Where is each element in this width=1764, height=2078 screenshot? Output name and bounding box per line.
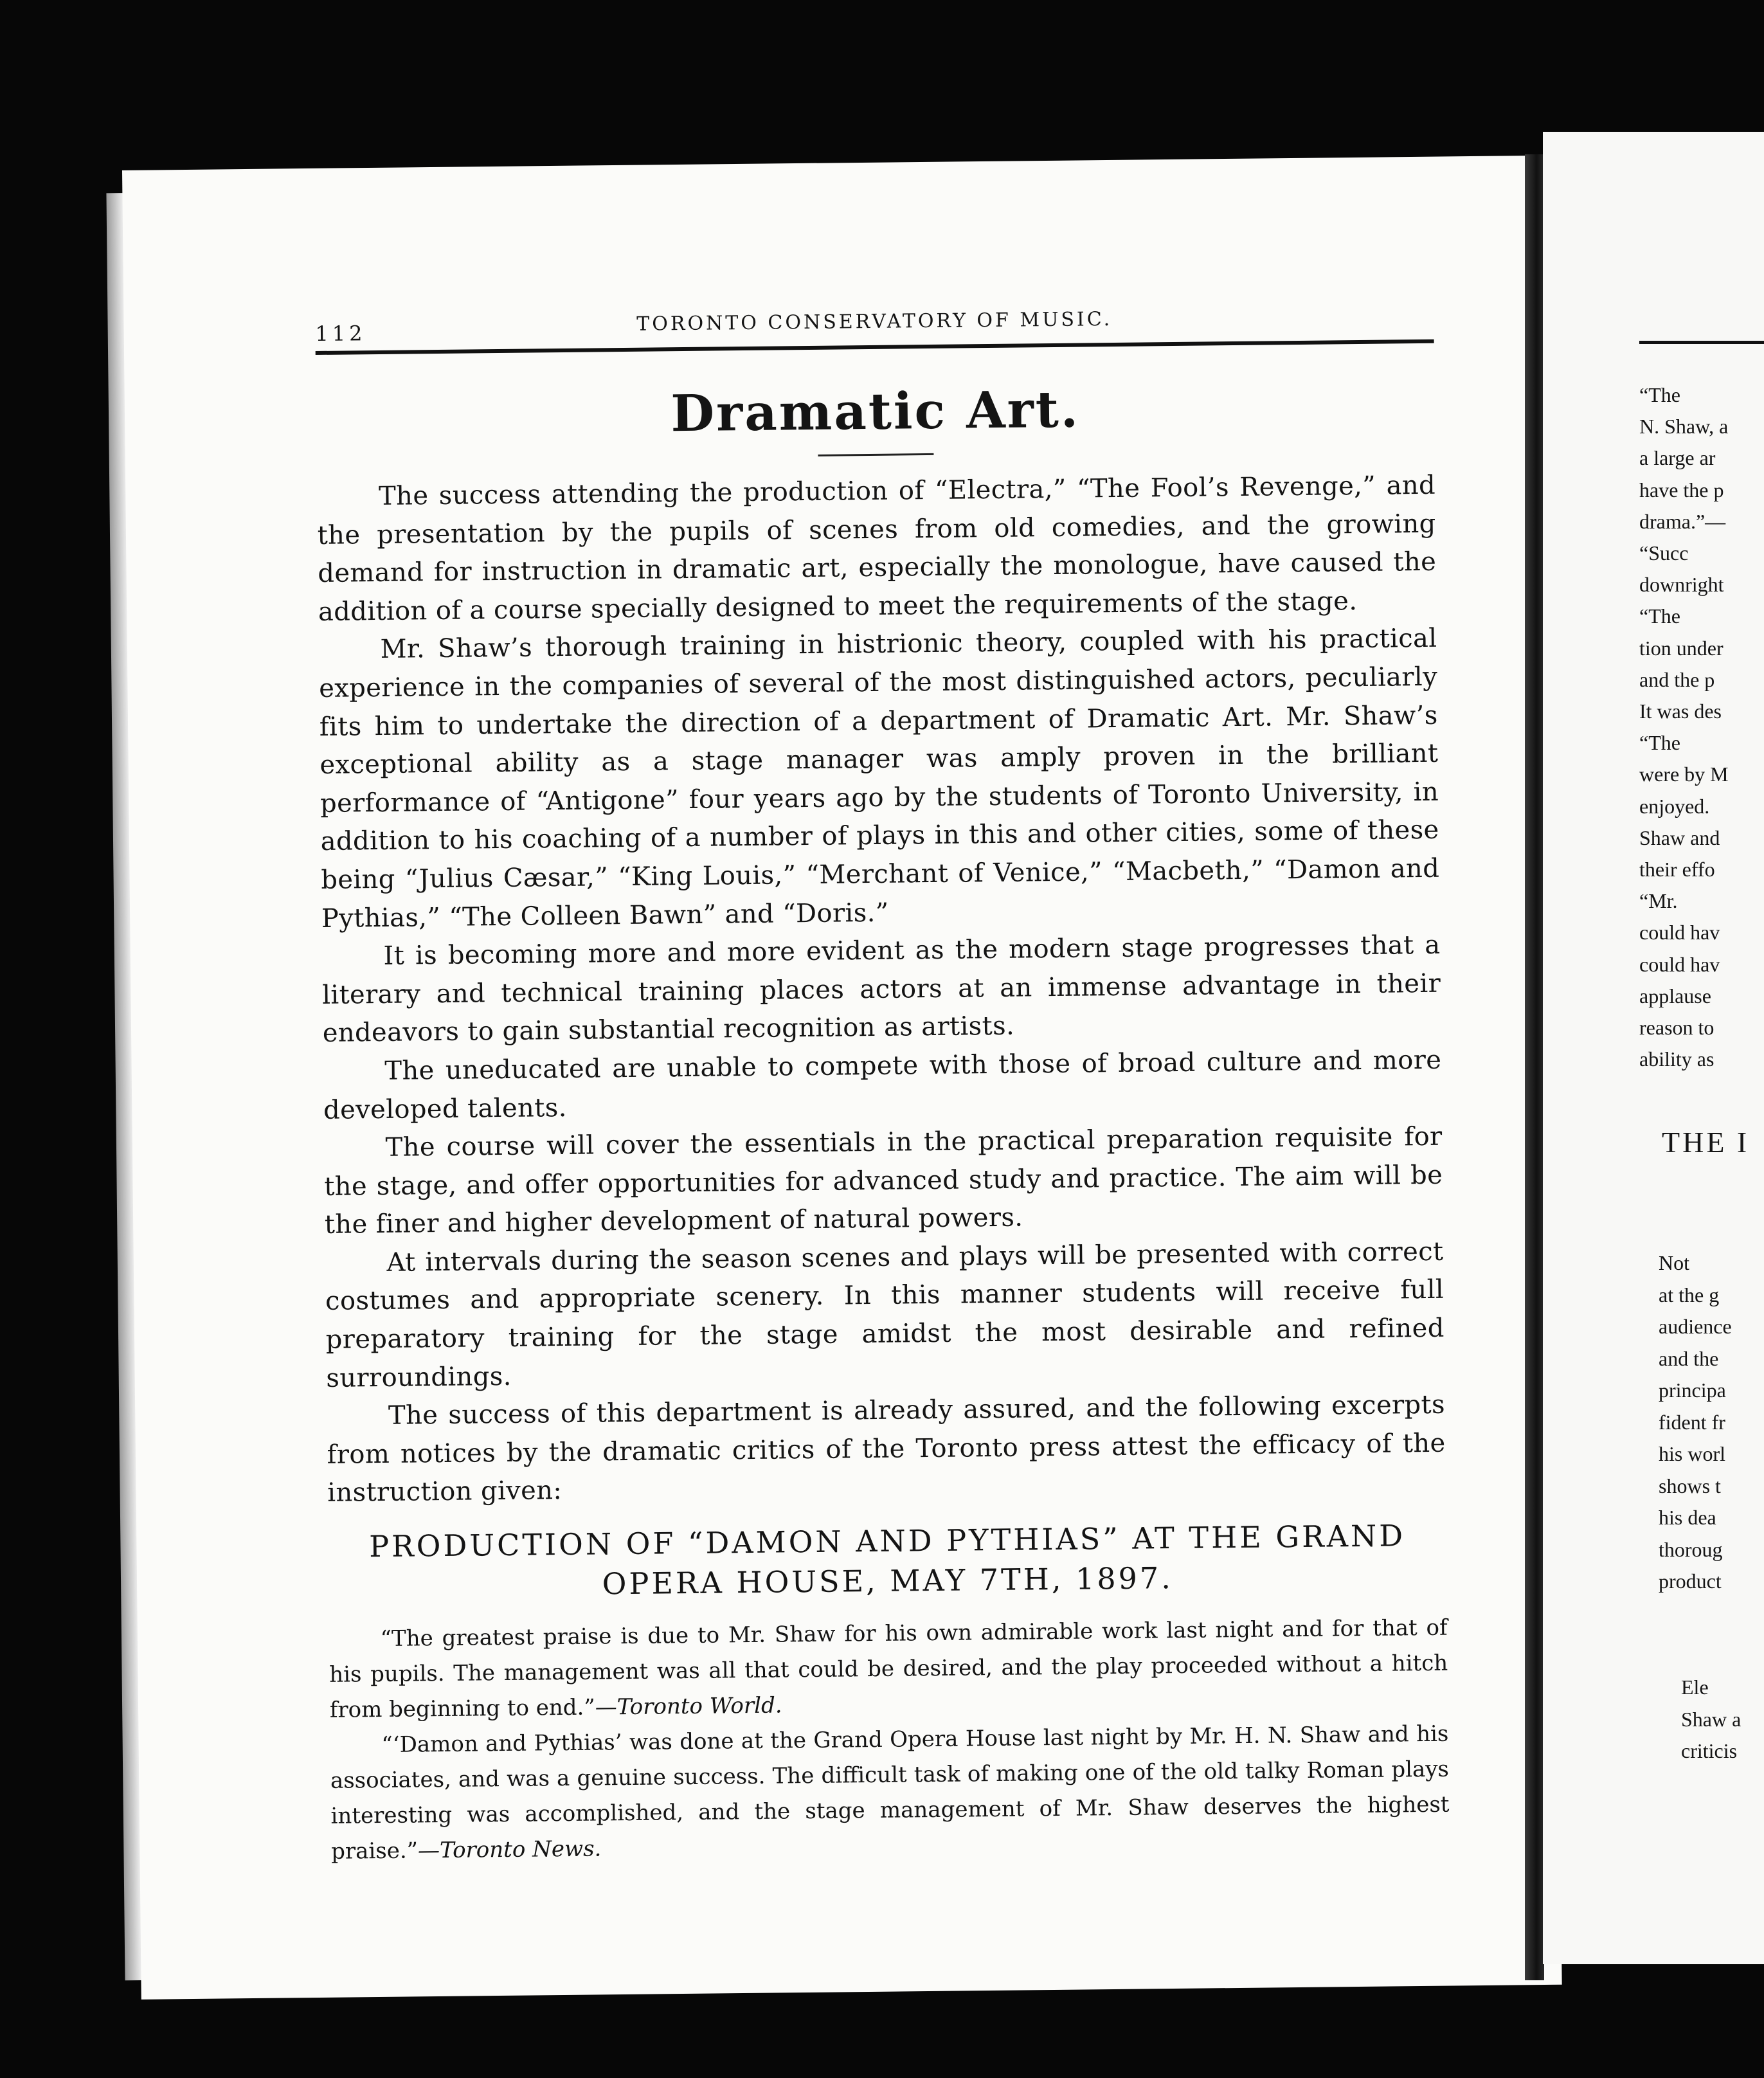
body-text	[317, 467, 1446, 1513]
right-page-line: enjoyed.	[1639, 794, 1710, 818]
right-page-line: “The	[1639, 604, 1680, 628]
right-page-line: N. Shaw, a	[1639, 415, 1729, 438]
right-page-line: at the g	[1659, 1283, 1720, 1306]
right-page-line: have the p	[1639, 478, 1724, 501]
title-rule	[818, 453, 933, 456]
press-notices	[328, 1611, 1450, 1870]
right-page-line: a large ar	[1639, 446, 1716, 470]
right-page-line: were by M	[1639, 763, 1729, 786]
right-page-line: and the	[1659, 1346, 1719, 1370]
right-page-line: “The	[1639, 383, 1680, 406]
right-page-text-bottom	[1681, 1672, 1764, 1767]
paragraph: At intervals during the season scenes and plays will be presented with correct costumes and appropriate scenery. In this manner students will receive full preparatory training for the stage amidst the most desirable and refined surroundings.	[325, 1236, 1444, 1393]
right-page-line: “Mr.	[1639, 889, 1678, 913]
right-page-heading: THE I	[1662, 1126, 1750, 1159]
paragraph: The success of this department is already assured, and the following excerpts from notices by the dramatic critics of the Toronto press attest the efficacy of the instruction given:	[327, 1389, 1446, 1508]
paragraph: Mr. Shaw’s thorough training in histrionic theory, coupled with his practical experience in the companies of several of the most distinguished actors, peculiarly fits him to undertake the direction of a department of Dramatic Art. Mr. Shaw’s exceptional ability as a stage manager was amply proven in the brilliant performance of “Antigone” four years ago by the students of Toronto University, in addition to his coaching of a number of plays in this and other cities, some of these being “Julius Cæsar,” “King Louis,” “Merchant of Venice,” “Macbeth,” “Damon and Pythias,” “The Colleen Bawn” and “Doris.”	[318, 624, 1440, 934]
right-page	[1543, 132, 1764, 1964]
notice-source: —Toronto World.	[595, 1692, 782, 1721]
right-page-text-middle	[1659, 1247, 1764, 1598]
page-number: 112	[315, 321, 366, 346]
right-page-line: Not	[1659, 1251, 1689, 1274]
right-page-line: drama.”—	[1639, 509, 1726, 533]
right-page-line: criticis	[1681, 1739, 1738, 1762]
right-page-line: It was des	[1639, 700, 1722, 723]
notice	[330, 1717, 1450, 1870]
right-page-line: downright	[1639, 573, 1724, 597]
running-title: TORONTO CONSERVATORY OF MUSIC.	[636, 308, 1113, 336]
notice-text: “‘Damon and Pythias’ was done at the Grand Opera House last night by Mr. H. N. Shaw and his associates, and was a genuine success. The difficult task of making one of the old talky Roman plays interesting was accomplished, and the stage management of Mr. Shaw deserves the highest praise.”	[330, 1721, 1450, 1865]
right-page-line: Shaw a	[1681, 1707, 1742, 1731]
right-page-line: shows t	[1659, 1474, 1721, 1497]
paragraph: The success attending the production of “Electra,” “The Fool’s Revenge,” and the presentation by the pupils of scenes from old comedies, and the growing demand for instruction in dramatic art, especially the monologue, have caused the addition of a course specially designed to meet the requirements of the stage.	[317, 470, 1437, 627]
right-page-line: could hav	[1639, 921, 1720, 944]
right-page-line: their effo	[1639, 858, 1715, 881]
right-page-line: applause	[1639, 984, 1711, 1007]
notice	[328, 1611, 1448, 1728]
section-heading: PRODUCTION OF “DAMON AND PYTHIAS” AT THE GRAND OPERA HOUSE, MAY 7TH, 1897.	[368, 1518, 1406, 1602]
page-title: Dramatic Art.	[670, 380, 1081, 444]
right-page-line: Ele	[1681, 1676, 1709, 1699]
right-page-line: could hav	[1639, 952, 1720, 976]
right-page-line: his dea	[1659, 1506, 1716, 1529]
right-page-text-top	[1639, 379, 1764, 1075]
right-page-line: thoroug	[1659, 1537, 1723, 1561]
right-page-line: ability as	[1639, 1047, 1715, 1071]
right-page-line: tion under	[1639, 636, 1724, 660]
right-page-line: fident fr	[1659, 1410, 1725, 1434]
right-page-line: product	[1659, 1569, 1722, 1593]
right-page-line: “Succ	[1639, 541, 1689, 565]
notice-text: “The greatest praise is due to Mr. Shaw for his own admirable work last night and for that of his pupils. The management was all that could be desired, and the play proceeded without a hitch from beginning to end.”	[329, 1614, 1448, 1723]
book-gutter	[1525, 154, 1544, 1980]
right-page-line: audience	[1659, 1315, 1732, 1338]
paragraph: The uneducated are unable to compete with those of broad culture and more developed talents.	[323, 1045, 1442, 1125]
right-page-line: reason to	[1639, 1016, 1715, 1040]
right-page-line: and the p	[1639, 667, 1715, 691]
right-page-line: principa	[1659, 1378, 1726, 1402]
right-page-rule	[1639, 341, 1764, 344]
notice-source: —Toronto News.	[417, 1836, 602, 1864]
right-page-line: his worl	[1659, 1442, 1725, 1465]
right-page-line: “The	[1639, 731, 1680, 755]
page-content	[315, 297, 1450, 1870]
right-page-line: Shaw and	[1639, 826, 1720, 849]
paragraph: It is becoming more and more evident as the modern stage progresses that a literary and technical training places actors at an immense advantage in their endeavors to gain substantial recognition as artists.	[321, 930, 1441, 1049]
paragraph: The course will cover the essentials in the practical preparation requisite for the stage, and offer opportunities for advanced study and practice. The aim will be the finer and higher development of natural powers.	[324, 1121, 1443, 1240]
